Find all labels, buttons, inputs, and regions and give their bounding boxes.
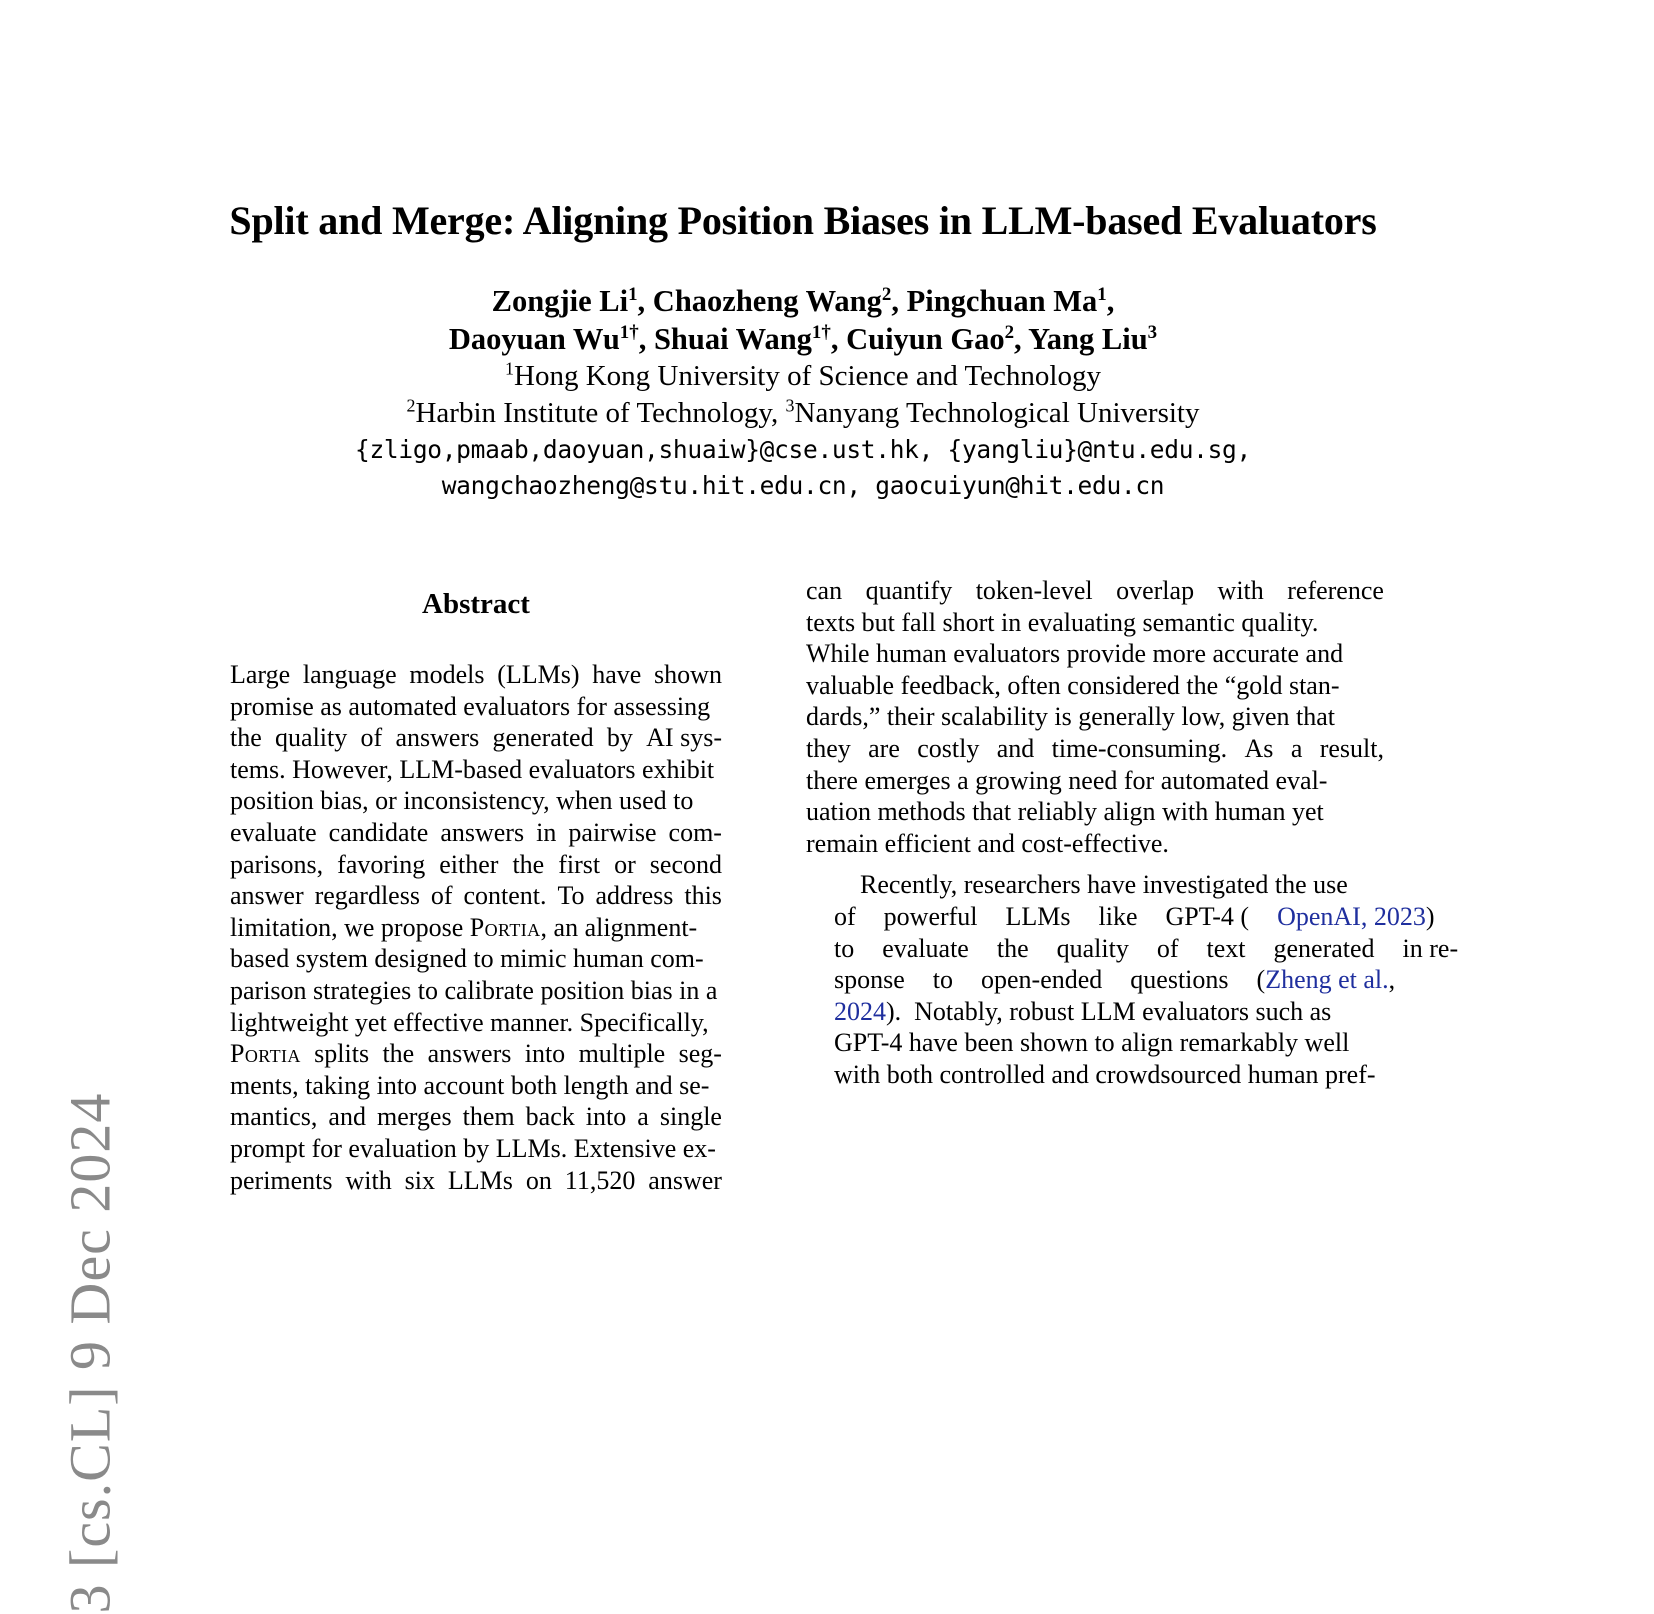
title-block bbox=[213, 196, 1393, 246]
body-line: Recently, researchers have investigated the use bbox=[834, 870, 1348, 900]
page-title: Split and Merge: Aligning Position Biases in LLM-based Evaluators bbox=[229, 198, 1377, 243]
abstract-line: Portia splits the answers into multiple seg- bbox=[230, 1039, 722, 1069]
abstract-heading: Abstract bbox=[422, 588, 530, 620]
affiliation-2: $^2$Harbin Institute of Technology, $^3$Nanyang Technological University bbox=[406, 395, 1200, 429]
abstract-line: position bias, or inconsistency, when used to bbox=[230, 786, 694, 816]
body-line: they are costly and time-consuming. As a result, bbox=[806, 733, 1384, 763]
system-name: Portia bbox=[230, 1039, 301, 1069]
paragraph bbox=[806, 575, 1384, 859]
author-line-1: Zongjie Li$^1$, Chaozheng Wang$^2$, Pingchuan Ma$^1$, bbox=[491, 283, 1115, 318]
citation-link-2024[interactable]: 2024 bbox=[834, 996, 886, 1026]
abstract-line: answer regardless of content. To address this bbox=[230, 881, 722, 911]
abstract-line: Large language models (LLMs) have shown bbox=[230, 660, 722, 689]
abstract-line: tems. However, LLM-based evaluators exhibit bbox=[230, 754, 715, 784]
body-line: dards,” their scalability is generally low, given that bbox=[806, 702, 1335, 732]
abstract-line: periments with six LLMs on 11,520 answer bbox=[230, 1165, 722, 1195]
author-block bbox=[213, 282, 1393, 504]
email-line-2: wangchaozheng@stu.hit.edu.cn, gaocuiyun@hit.edu.cn bbox=[441, 471, 1165, 500]
abstract-line: limitation, we propose Portia, an alignment- bbox=[230, 912, 698, 942]
body-line: remain efficient and cost-effective. bbox=[806, 828, 1169, 858]
abstract-body bbox=[230, 659, 722, 1196]
abstract-line: parison strategies to calibrate position bias in a bbox=[230, 975, 718, 1005]
body-line: can quantify token-level overlap with reference bbox=[806, 576, 1384, 605]
body-line: uation methods that reliably align with human yet bbox=[806, 797, 1324, 827]
abstract-line: parisons, favoring either the first or second bbox=[230, 849, 722, 879]
body-line: there emerges a growing need for automated eval- bbox=[806, 765, 1328, 795]
abstract-column bbox=[230, 575, 722, 1196]
abstract-line: ments, taking into account both length and se- bbox=[230, 1070, 710, 1100]
body-line: of powerful LLMs like GPT-4 ( OpenAI, 2023) bbox=[834, 901, 1435, 931]
body-line: valuable feedback, often considered the “gold stan- bbox=[806, 670, 1340, 700]
body-line: While human evaluators provide more accurate and bbox=[806, 639, 1344, 669]
body-line: sponse to open-ended questions (Zheng et al., bbox=[834, 965, 1396, 995]
email-line-1: {zligo,pmaab,daoyuan,shuaiw}@cse.ust.hk, {yangliu}@ntu.edu.sg, bbox=[355, 435, 1251, 464]
abstract-line: based system designed to mimic human com- bbox=[230, 944, 704, 974]
body-line: to evaluate the quality of text generated in re- bbox=[834, 933, 1459, 963]
body-line: GPT-4 have been shown to align remarkably well bbox=[834, 1028, 1350, 1058]
body-line: with both controlled and crowdsourced human pref- bbox=[834, 1059, 1376, 1089]
abstract-line: promise as automated evaluators for assessing bbox=[230, 691, 711, 721]
arxiv-stamp-text: 3 [cs.CL] 9 Dec 2024 bbox=[57, 1092, 123, 1614]
body-line: texts but fall short in evaluating semantic quality. bbox=[806, 607, 1319, 637]
abstract-line: evaluate candidate answers in pairwise com- bbox=[230, 817, 722, 847]
citation-link-openai[interactable]: OpenAI, 2023 bbox=[1277, 901, 1426, 931]
abstract-line: mantics, and merges them back into a single bbox=[230, 1102, 722, 1132]
abstract-line: the quality of answers generated by AI sys- bbox=[230, 723, 722, 753]
abstract-line: prompt for evaluation by LLMs. Extensive ex- bbox=[230, 1133, 716, 1163]
abstract-line: lightweight yet effective manner. Specifically, bbox=[230, 1007, 709, 1037]
citation-link-zheng[interactable]: Zheng et al. bbox=[1265, 965, 1389, 995]
paragraph bbox=[806, 869, 1459, 1090]
intro-column bbox=[806, 575, 1459, 1091]
body-line: 2024). Notably, robust LLM evaluators such as bbox=[834, 996, 1332, 1026]
affiliation-1: $^1$Hong Kong University of Science and Technology bbox=[505, 358, 1101, 392]
author-line-2: Daoyuan $Wu^{1\dagger}$, Shuai Wang$^{1\dagger}$, Cuiyun Gao$^2$, Yang Liu$^3$ bbox=[448, 321, 1158, 356]
system-name: Portia bbox=[469, 912, 541, 942]
